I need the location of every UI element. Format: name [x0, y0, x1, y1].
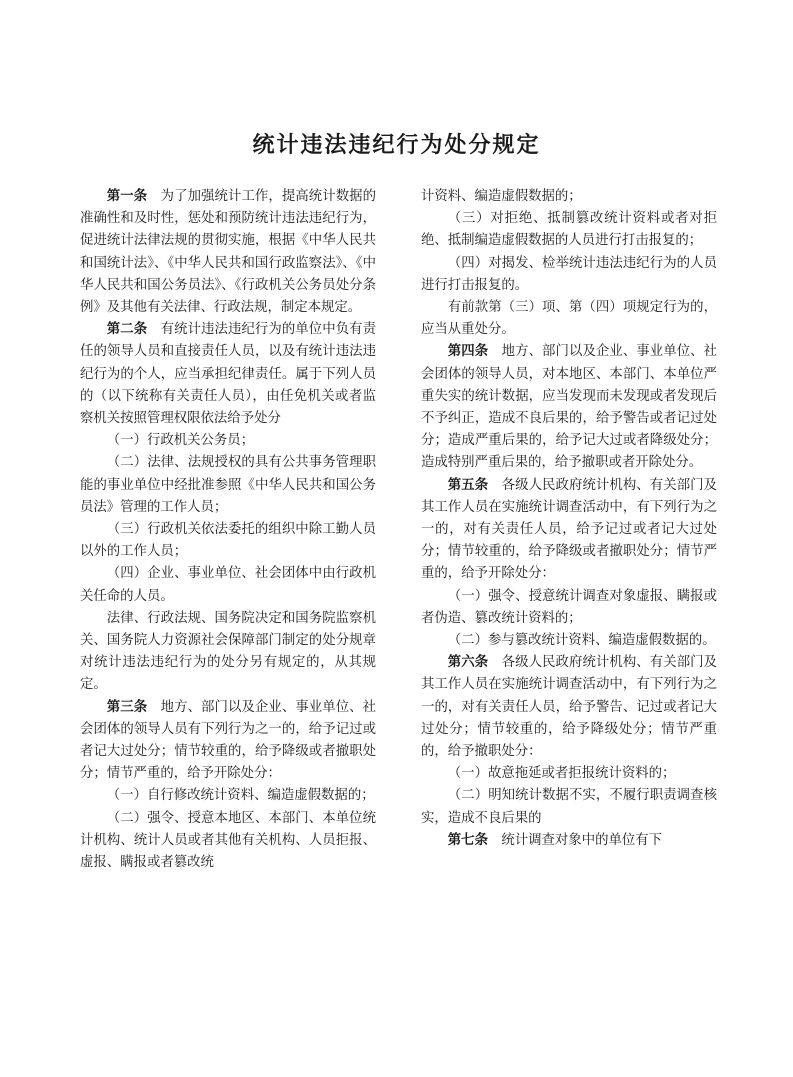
article-number: 第四条: [447, 344, 489, 360]
left-column: [80, 186, 376, 874]
paragraph-text: 地方、部门以及企业、事业单位、社会团体的领导人员有下列行为之一的，给予记过或者记大过处分；情节较重的，给予降级或者撤职处分；情节严重的，给予开除处分：: [80, 699, 377, 782]
paragraph-text: （一）强令、授意统计调查对象虚报、瞒报或者伪造、篡改统计资料的；: [421, 588, 717, 626]
paragraph: [421, 763, 717, 785]
paragraph-text: （二）强令、授意本地区、本部门、本单位统计机构、统计人员或者其他有关机构、人员拒报、虚报、瞒报或者篡改统: [80, 810, 376, 871]
article-number: 第六条: [447, 655, 489, 671]
article-paragraph: [421, 341, 717, 474]
paragraph: [80, 608, 376, 697]
paragraph-text: （二）明知统计数据不实，不履行职责调查核实，造成不良后果的: [421, 788, 717, 826]
paragraph: [421, 186, 717, 208]
paragraph-text: 各级人民政府统计机构、有关部门及其工作人员在实施统计调查活动中，有下列行为之一的，对有关责任人员，给予记过或者记大过处分；情节较重的，给予降级或者撤职处分；情节严重的，给予开除处分：: [421, 477, 718, 582]
paragraph-text: （一）自行修改统计资料、编造虚假数据的；: [106, 788, 375, 804]
paragraph: [421, 630, 717, 652]
page-title: 统计违法违纪行为处分规定: [252, 133, 541, 158]
paragraph-text: 计资料、编造虚假数据的；: [421, 189, 582, 204]
article-paragraph: [80, 697, 376, 786]
paragraph-text: （四）企业、事业单位、社会团体中由行政机关任命的人员。: [80, 566, 376, 604]
paragraph: [80, 519, 376, 563]
paragraph: [80, 785, 376, 807]
paragraph-text: 有统计违法违纪行为的单位中负有责任的领导人员和直接责任人员，以及有统计违法违纪行为的个人，应当承担纪律责任。属于下列人员的（以下统称有关责任人员），由任免机关或者监察机关按照管理权限依法给予处分: [80, 322, 377, 427]
paragraph-text: （二）参与篡改统计资料、编造虚假数据的。: [447, 633, 716, 649]
paragraph-text: 有前款第（三）项、第（四）项规定行为的，应当从重处分。: [421, 300, 717, 338]
article-number: 第三条: [106, 699, 148, 715]
paragraph-text: （二）法律、法规授权的具有公共事务管理职能的事业单位中经批准参照《中华人民共和国公务员法》管理的工作人员；: [80, 455, 376, 515]
paragraph: [421, 785, 717, 829]
article-number: 第一条: [106, 189, 148, 204]
paragraph-text: （四）对揭发、检举统计违法违纪行为的人员进行打击报复的。: [421, 255, 717, 293]
paragraph: [80, 430, 376, 452]
article-paragraph: [421, 475, 717, 586]
paragraph-text: （一）行政机关公务员；: [106, 433, 255, 449]
article-paragraph: [80, 319, 376, 430]
paragraph: [421, 297, 717, 341]
article-number: 第五条: [447, 477, 489, 493]
paragraph-text: （三）行政机关依法委托的组织中除工勤人员以外的工作人员；: [80, 522, 376, 560]
article-paragraph: [80, 186, 376, 319]
paragraph-text: 为了加强统计工作，提高统计数据的准确性和及时性，惩处和预防统计违法违纪行为，促进统计法律法规的贯彻实施，根据《中华人民共和国统计法》、《中华人民共和国行政监察法》、《中华人民共和国公务员法》、《行政机关公务员处分条例》及其他有关法律、行政法规，制定本规定。: [80, 189, 377, 316]
paragraph: [80, 452, 376, 519]
paragraph-text: 各级人民政府统计机构、有关部门及其工作人员在实施统计调查活动中，有下列行为之一的，对有关责任人员，给予警告、记过或者记大过处分；情节较重的，给予降级处分；情节严重的，给予撤职处分：: [421, 655, 718, 760]
article-number: 第二条: [106, 322, 148, 338]
paragraph: [421, 208, 717, 252]
paragraph-text: （一）故意拖延或者拒报统计资料的；: [447, 766, 676, 782]
article-paragraph: [421, 652, 717, 763]
paragraph-text: 统计调查对象中的单位有下: [501, 832, 663, 848]
paragraph-text: 法律、行政法规、国务院决定和国务院监察机关、国务院人力资源社会保障部门制定的处分规章对统计违法违纪行为的处分另有规定的，从其规定。: [80, 610, 376, 693]
paragraph: [80, 808, 376, 875]
paragraph: [421, 586, 717, 630]
paragraph-text: 地方、部门以及企业、事业单位、社会团体的领导人员，对本地区、本部门、本单位严重失实的统计数据，应当发现而未发现或者发现后不予纠正，造成不良后果的，给予警告或者记过处分；造成严重后果的，给予记大过或者降级处分；造成特别严重后果的，给予撤职或者开除处分。: [421, 344, 718, 471]
article-number: 第七条: [447, 832, 488, 848]
paragraph-text: （三）对拒绝、抵制篡改统计资料或者对拒绝、抵制编造虚假数据的人员进行打击报复的；: [421, 211, 717, 249]
right-column: [421, 186, 717, 852]
article-paragraph: [421, 830, 717, 852]
paragraph: [421, 253, 717, 297]
paragraph: [80, 563, 376, 607]
